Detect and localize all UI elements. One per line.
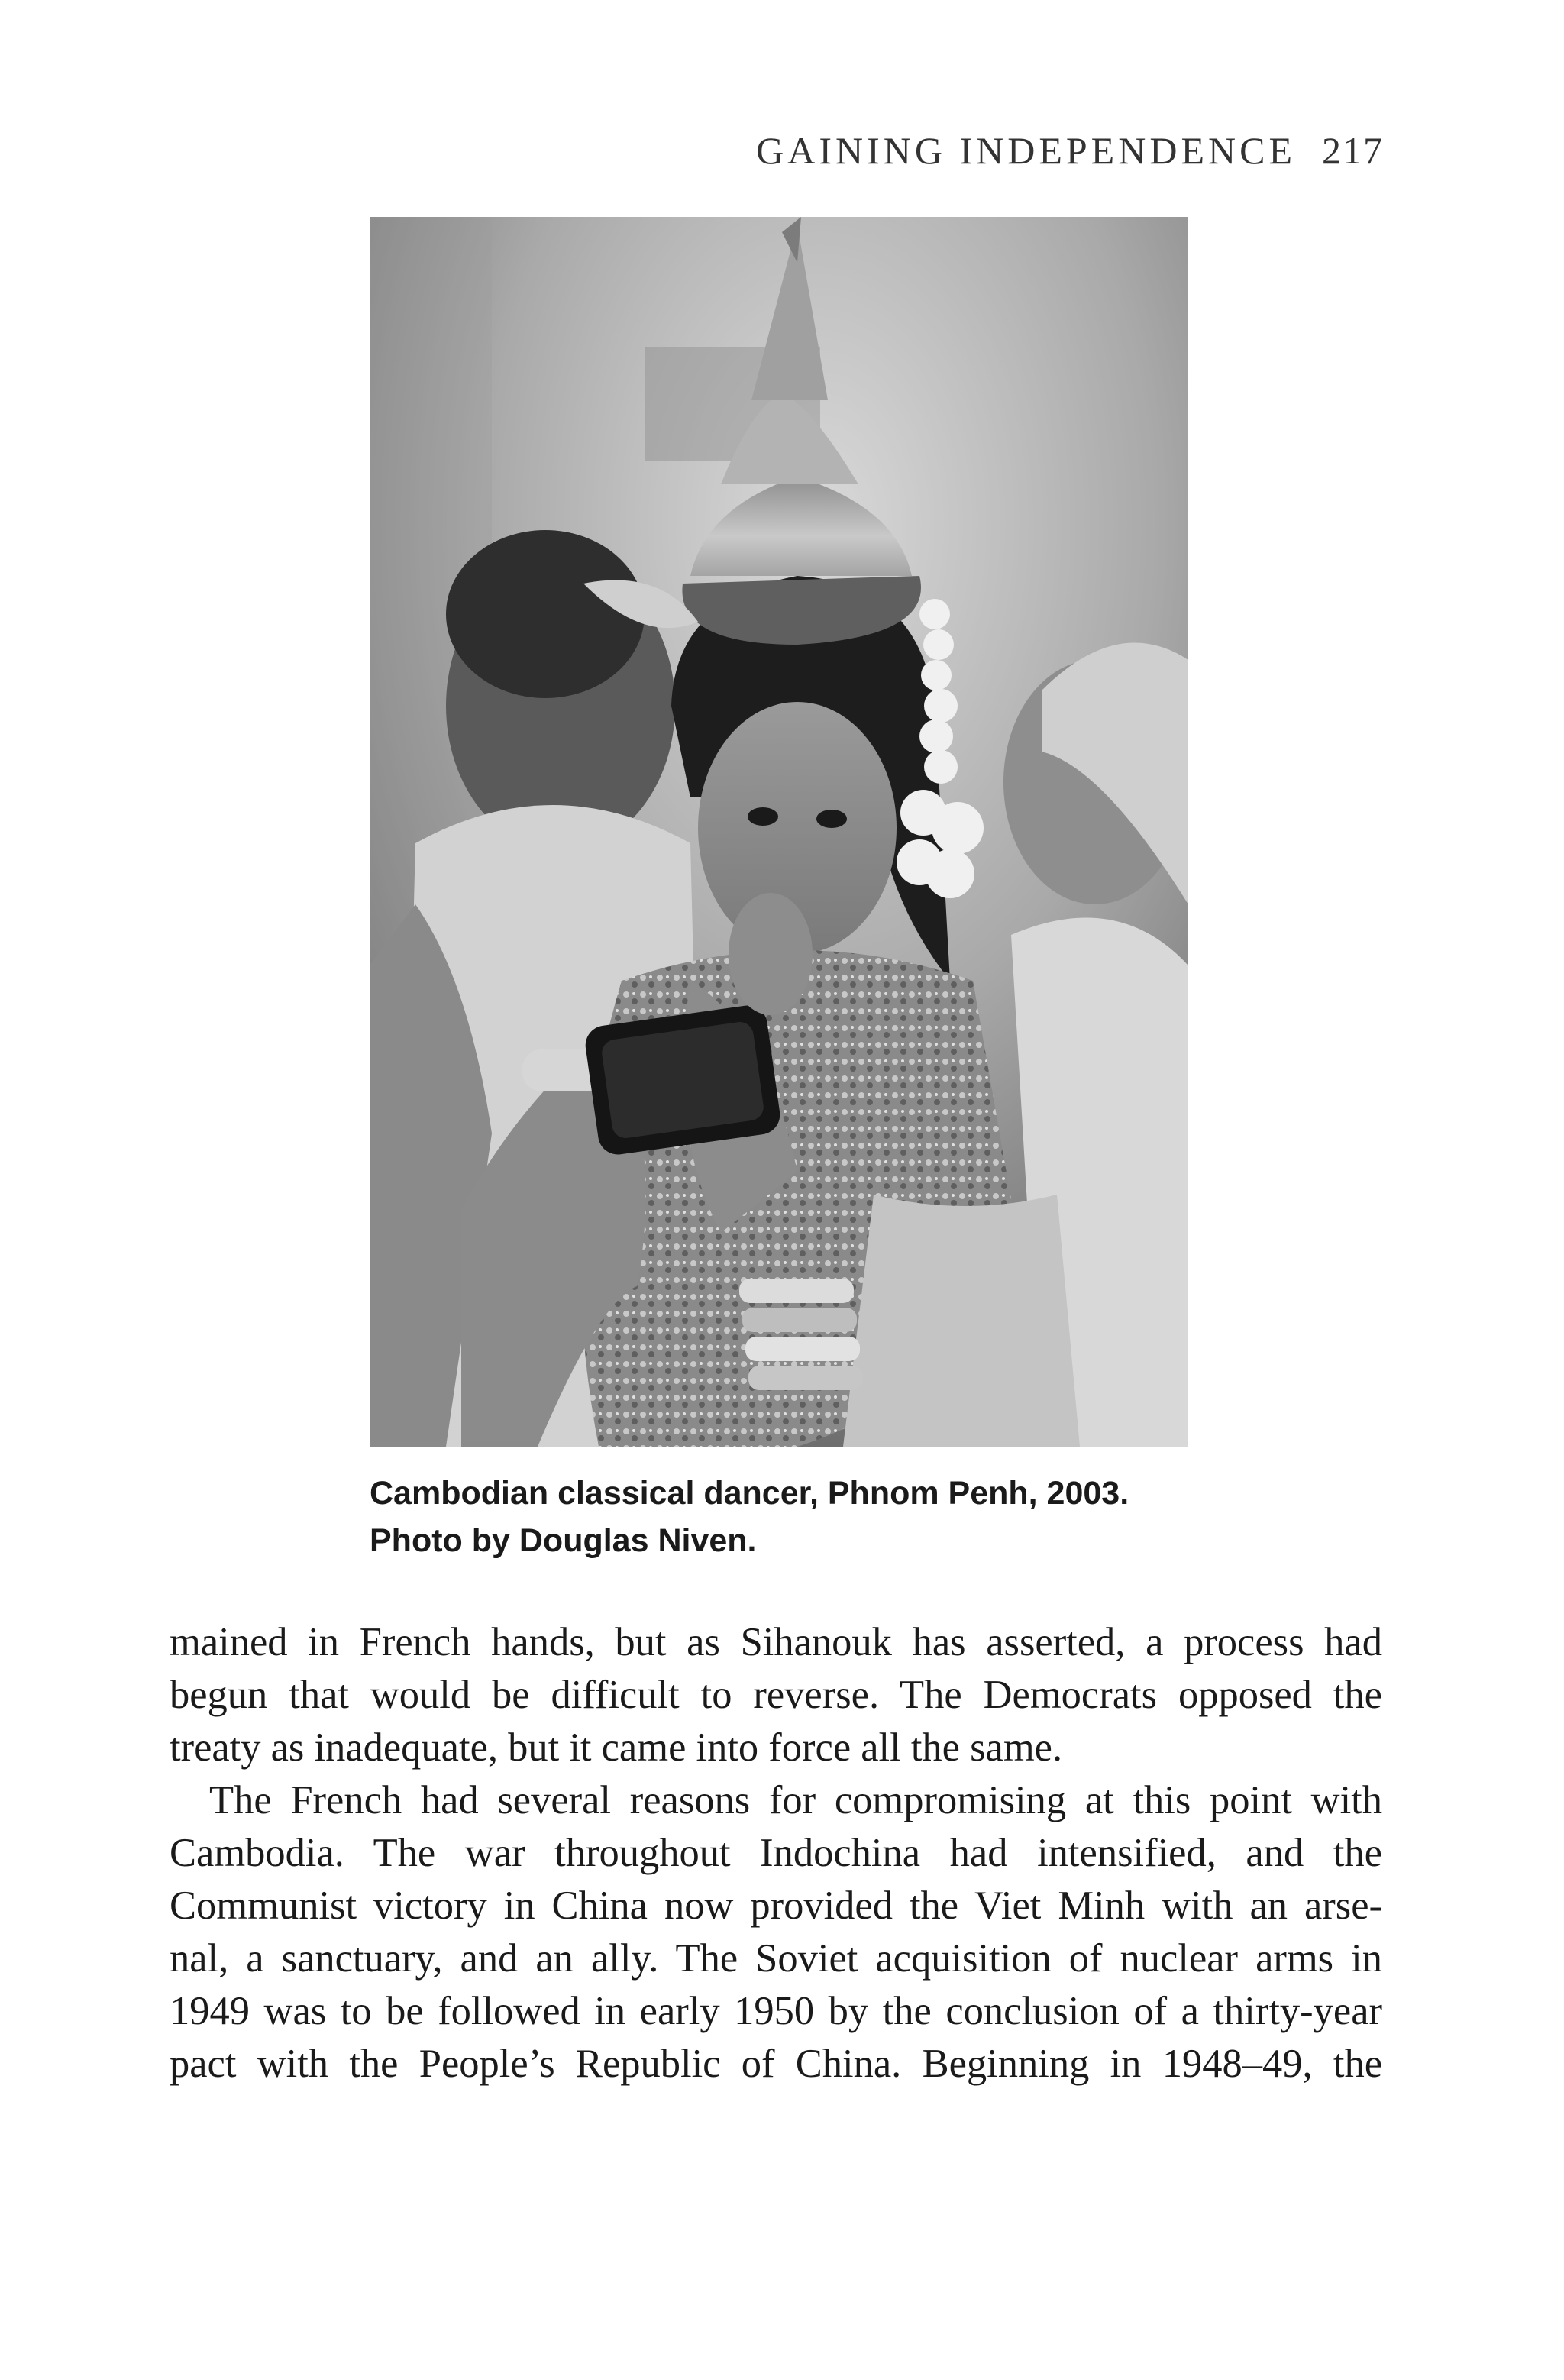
running-head bbox=[756, 128, 1384, 173]
text-line: 1949 was to be followed in early 1950 by the conclusion of a thirty-year bbox=[170, 1989, 1382, 2033]
figure-caption bbox=[370, 1470, 1286, 1564]
text-line: Communist victory in China now provided the Viet Minh with an arse- bbox=[170, 1884, 1382, 1928]
text-line: pact with the People’s Republic of China. Beginning in 1948–49, the bbox=[170, 2042, 1382, 2086]
body-text bbox=[170, 1616, 1382, 2091]
text-line: begun that would be difficult to reverse. The Democrats opposed the bbox=[170, 1673, 1382, 1717]
page-number: 217 bbox=[1322, 129, 1384, 172]
paragraph bbox=[170, 1616, 1382, 1774]
running-title: GAINING INDEPENDENCE bbox=[756, 129, 1296, 172]
text-line: treaty as inadequate, but it came into force all the same. bbox=[170, 1725, 1063, 1770]
dancer-photo bbox=[370, 217, 1188, 1447]
text-line: Cambodia. The war throughout Indochina had intensified, and the bbox=[170, 1831, 1382, 1875]
text-line: nal, a sanctuary, and an ally. The Soviet acquisition of nuclear arms in bbox=[170, 1936, 1382, 1981]
text-line: mained in French hands, but as Sihanouk has asserted, a process had bbox=[170, 1620, 1382, 1664]
caption-line: Photo by Douglas Niven. bbox=[370, 1522, 757, 1559]
caption-line: Cambodian classical dancer, Phnom Penh, 2003. bbox=[370, 1475, 1129, 1512]
paragraph bbox=[170, 1774, 1382, 2091]
text-line: The French had several reasons for compromising at this point with bbox=[209, 1778, 1382, 1822]
